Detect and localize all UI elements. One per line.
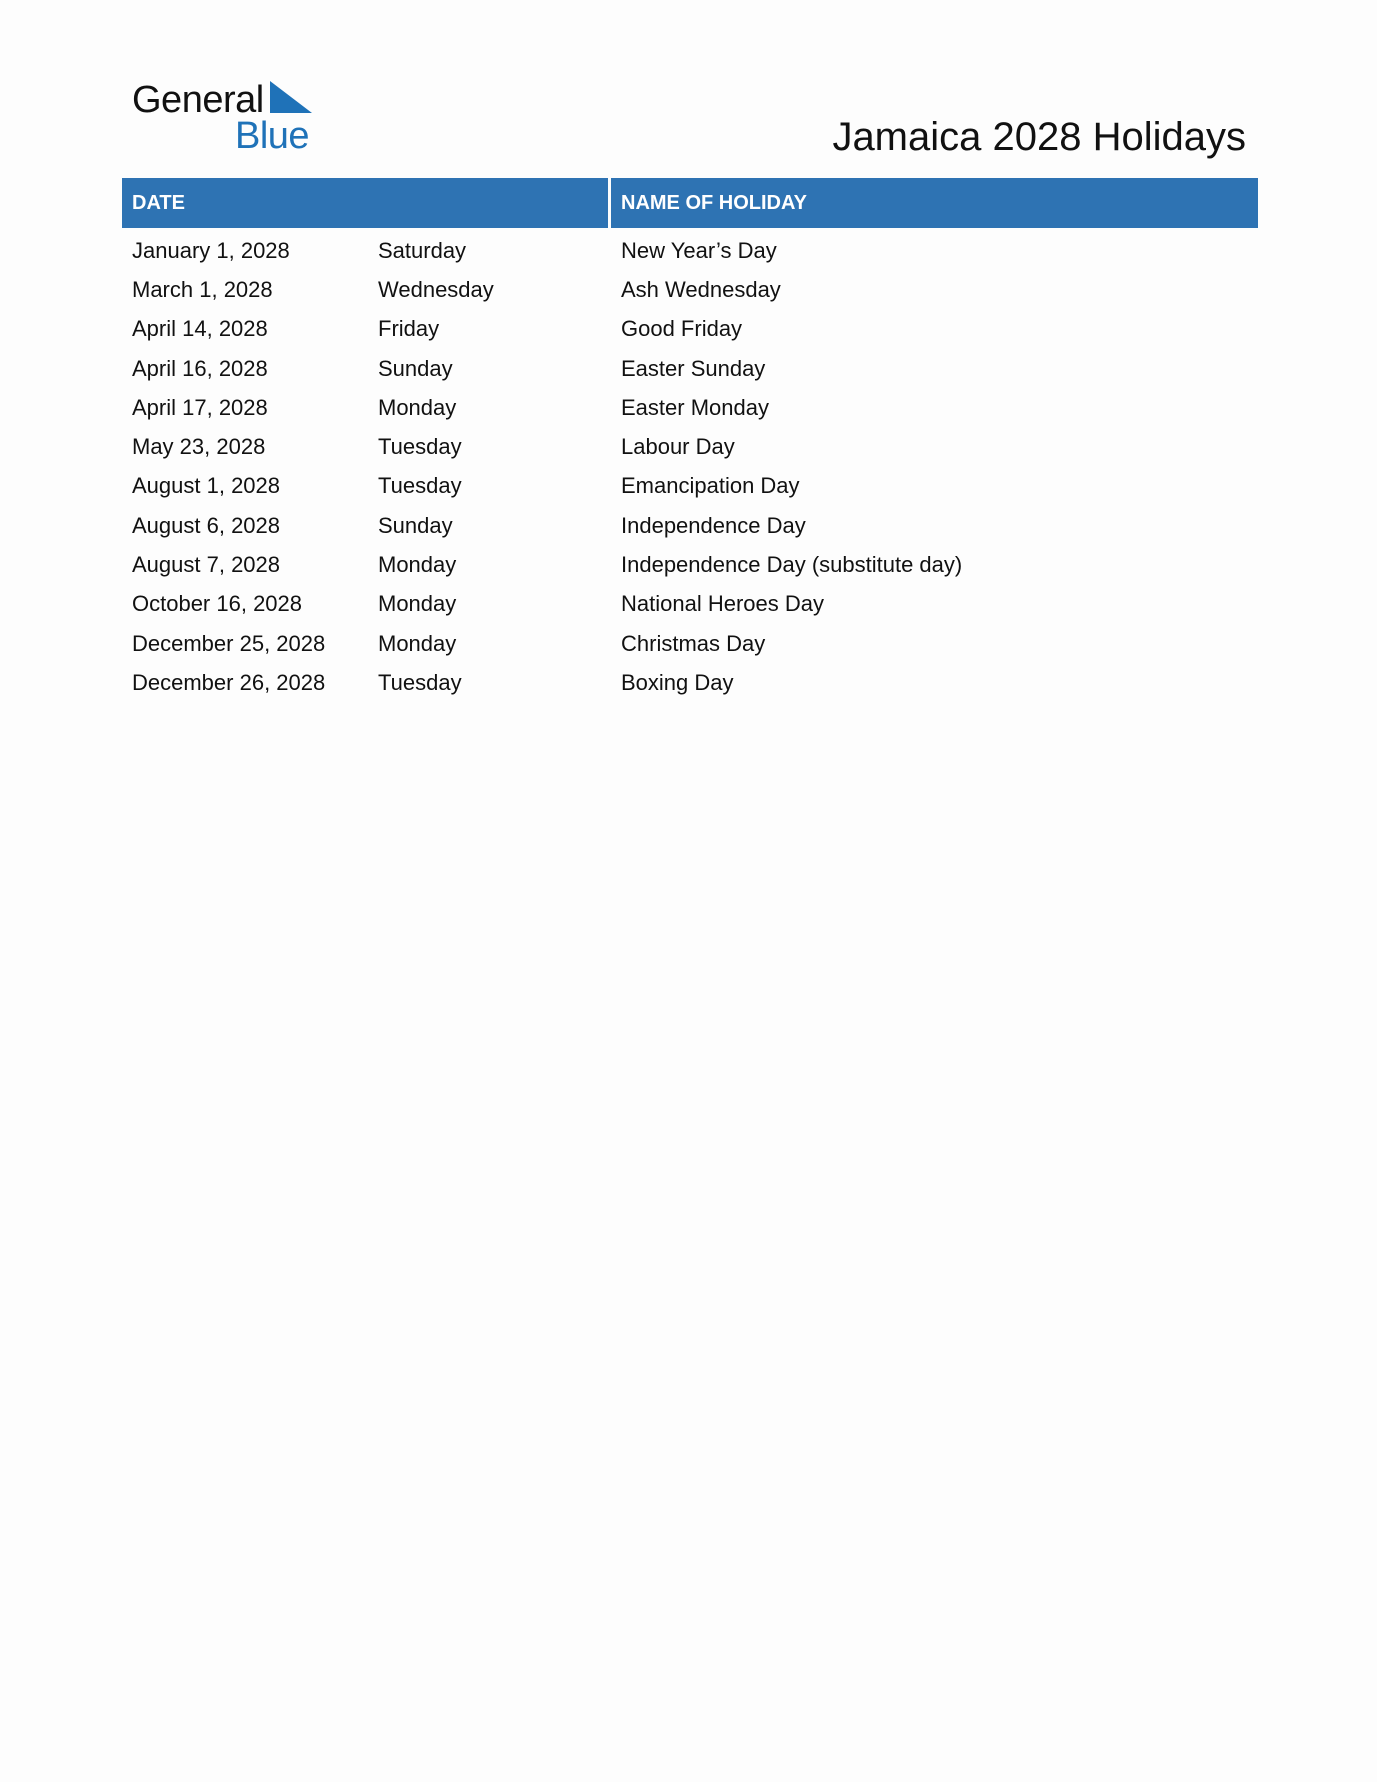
column-header-date: DATE (122, 178, 608, 228)
weekday-cell: Saturday (378, 237, 467, 263)
weekday-cell: Monday (378, 630, 457, 656)
date-cell: April 14, 2028 (132, 316, 268, 342)
date-cell: December 25, 2028 (132, 630, 326, 656)
table-row (122, 624, 1258, 663)
date-cell: October 16, 2028 (132, 591, 303, 617)
table-row (122, 585, 1258, 624)
weekday-cell: Tuesday (378, 473, 462, 499)
table-body (122, 228, 1258, 703)
date-cell: May 23, 2028 (132, 434, 266, 460)
page-title: Jamaica 2028 Holidays (832, 114, 1246, 159)
holiday-name-cell: Easter Monday (621, 394, 769, 420)
weekday-cell: Monday (378, 552, 457, 578)
table-row (122, 663, 1258, 702)
table-row (122, 388, 1258, 427)
table-row (122, 467, 1258, 506)
logo-word-general: General (132, 79, 264, 121)
weekday-cell: Sunday (378, 355, 453, 381)
holiday-name-cell: Independence Day (substitute day) (621, 552, 963, 578)
generalblue-logo (132, 78, 322, 157)
date-cell: December 26, 2028 (132, 669, 326, 695)
weekday-cell: Wednesday (378, 276, 494, 302)
triangle-flag-icon (270, 81, 312, 113)
logo-word-blue: Blue (235, 115, 310, 157)
holiday-name-cell: Independence Day (621, 512, 806, 538)
holiday-name-cell: Boxing Day (621, 669, 734, 695)
table-row (122, 231, 1258, 270)
column-header-holiday: NAME OF HOLIDAY (611, 178, 1258, 228)
holiday-name-cell: New Year’s Day (621, 237, 777, 263)
weekday-cell: Tuesday (378, 669, 462, 695)
table-header (122, 178, 1258, 228)
date-cell: August 6, 2028 (132, 512, 281, 538)
table-row (122, 270, 1258, 309)
table-row (122, 349, 1258, 388)
holiday-name-cell: Christmas Day (621, 630, 766, 656)
date-cell: April 17, 2028 (132, 394, 268, 420)
weekday-cell: Tuesday (378, 434, 462, 460)
table-row (122, 427, 1258, 466)
holiday-name-cell: Good Friday (621, 316, 743, 342)
weekday-cell: Friday (378, 316, 440, 342)
date-cell: August 1, 2028 (132, 473, 281, 499)
date-cell: August 7, 2028 (132, 552, 281, 578)
date-cell: January 1, 2028 (132, 237, 290, 263)
table-row (122, 506, 1258, 545)
table-row (122, 310, 1258, 349)
holidays-table (122, 178, 1258, 703)
holiday-name-cell: Labour Day (621, 434, 735, 460)
weekday-cell: Sunday (378, 512, 453, 538)
weekday-cell: Monday (378, 394, 457, 420)
date-cell: April 16, 2028 (132, 355, 268, 381)
holiday-name-cell: Emancipation Day (621, 473, 800, 499)
holiday-name-cell: Ash Wednesday (621, 276, 781, 302)
holiday-name-cell: Easter Sunday (621, 355, 766, 381)
table-row (122, 545, 1258, 584)
date-cell: March 1, 2028 (132, 276, 273, 302)
holiday-name-cell: National Heroes Day (621, 591, 824, 617)
weekday-cell: Monday (378, 591, 457, 617)
